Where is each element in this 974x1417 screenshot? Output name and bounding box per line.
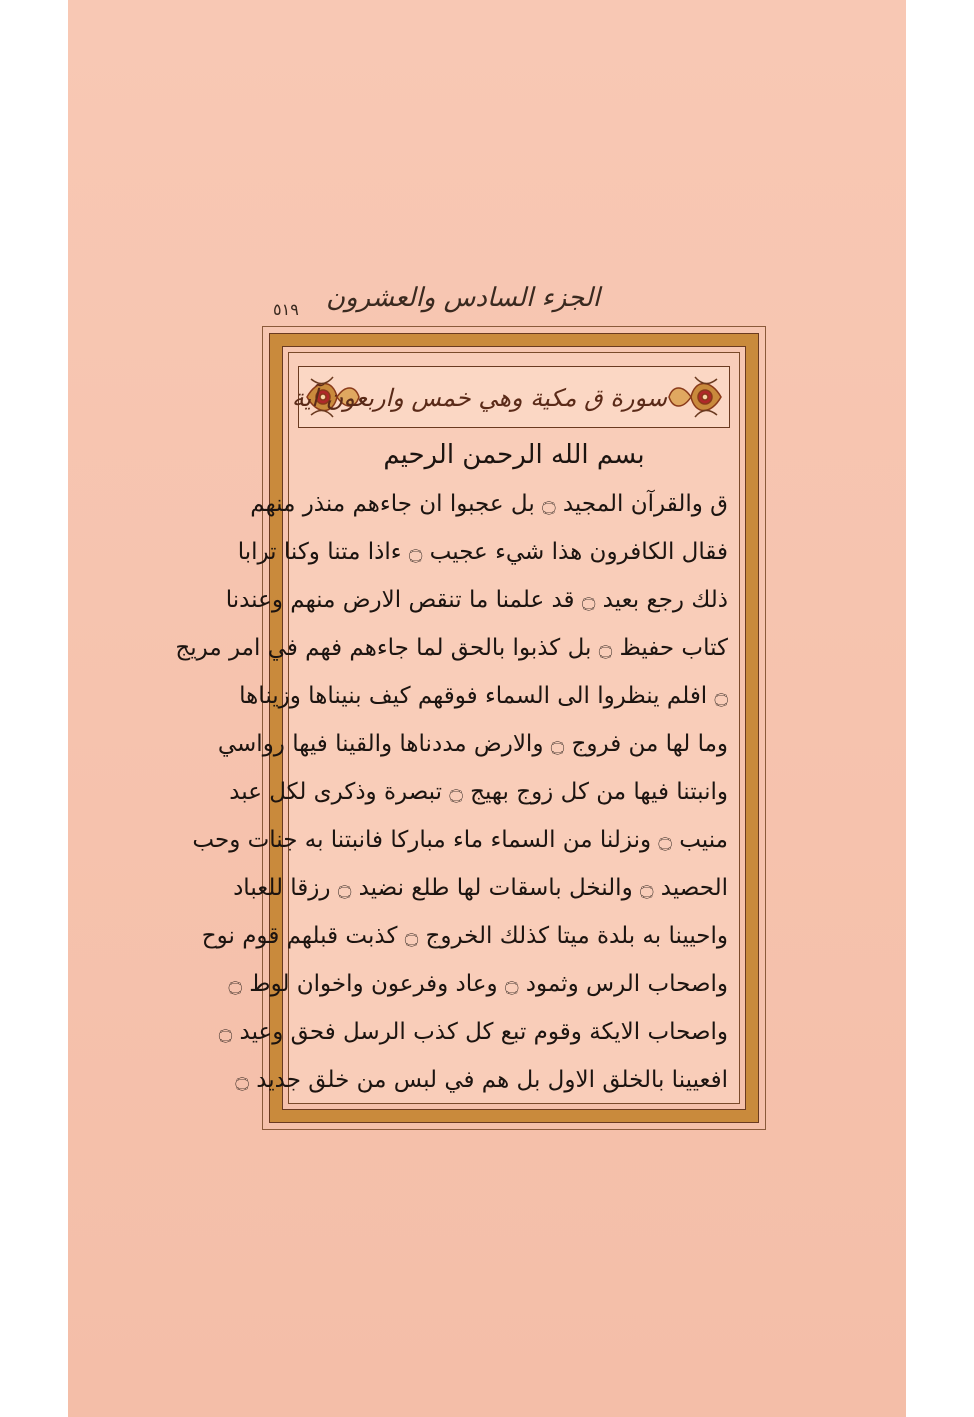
text-line: افعيينا بالخلق الاول بل هم في لبس من خلق جديد ۝ xyxy=(235,1067,728,1093)
floral-ornament-icon xyxy=(665,371,725,423)
text-line: ۝ افلم ينظروا الى السماء فوقهم كيف بنيناها وزيناها xyxy=(239,683,728,709)
surah-title: سورة ق مكية وهي خمس واربعون آية xyxy=(291,384,667,412)
text-line: وانبتنا فيها من كل زوج بهيج ۝ تبصرة وذكرى لكل عبد xyxy=(229,779,728,805)
text-line: واحيينا به بلدة ميتا كذلك الخروج ۝ كذبت قبلهم قوم نوح xyxy=(201,923,728,949)
text-line: الحصيد ۝ والنخل باسقات لها طلع نضيد ۝ رزقا للعباد xyxy=(233,875,728,901)
quran-text-block xyxy=(175,432,728,1093)
text-line: فقال الكافرون هذا شيء عجيب ۝ ءاذا متنا وكنا ترابا xyxy=(237,539,728,565)
text-line: ذلك رجع بعيد ۝ قد علمنا ما تنقص الارض منهم وعندنا xyxy=(225,587,728,613)
surah-title-banner xyxy=(291,366,730,428)
text-line: وما لها من فروج ۝ والارض مددناها والقينا فيها رواسي xyxy=(217,731,728,757)
text-line: ق والقرآن المجيد ۝ بل عجبوا ان جاءهم منذر منهم xyxy=(250,491,728,517)
bismillah-line: بسم الله الرحمن الرحيم xyxy=(383,440,645,470)
text-line: واصحاب الايكة وقوم تبع كل كذب الرسل فحق وعيد ۝ xyxy=(218,1019,728,1045)
page-number: ٥١٩ xyxy=(273,300,299,319)
text-line: منيب ۝ ونزلنا من السماء ماء مباركا فانبتنا به جنات وحب xyxy=(192,827,728,853)
text-line: واصحاب الرس وثمود ۝ وعاد وفرعون واخوان لوط ۝ xyxy=(228,971,728,997)
text-line: كتاب حفيظ ۝ بل كذبوا بالحق لما جاءهم فهم في امر مريج xyxy=(175,635,728,661)
juz-header: الجزء السادس والعشرون xyxy=(325,283,600,313)
